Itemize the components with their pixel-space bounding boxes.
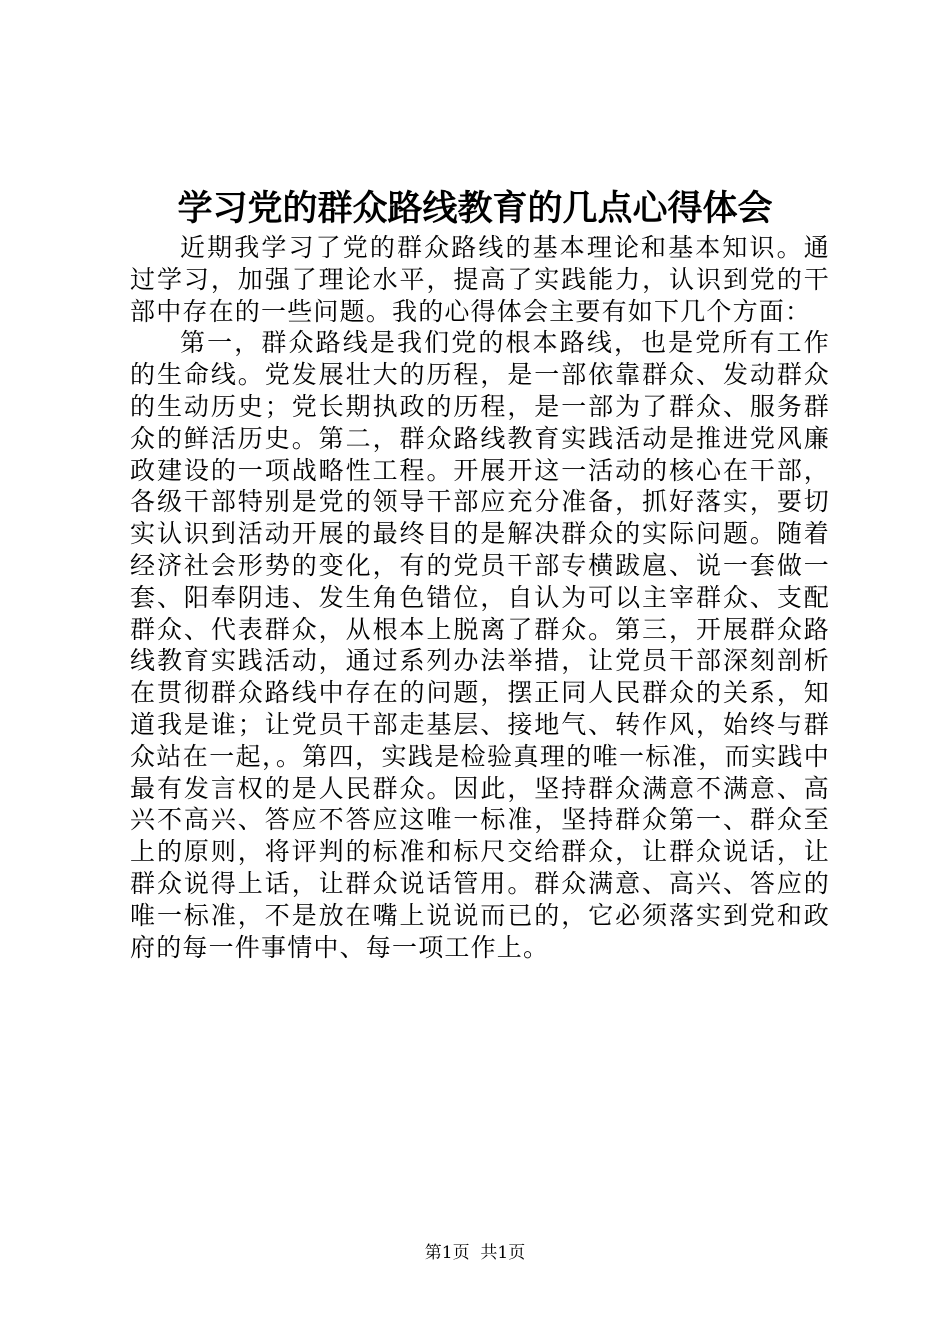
document-title: 学习党的群众路线教育的几点心得体会 [177,188,773,229]
paragraph-main: 第一，群众路线是我们党的根本路线，也是党所有工作的生命线。党发展壮大的历程，是一部依靠群众、发动群众的生动历史；党长期执政的历程，是一部为了群众、服务群众的鲜活历史。第二，群众路线教育实践活动是推进党风廉政建设的一项战略性工程。开展开这一活动的核心在干部，各级干部特别是党的领导干部应充分准备，抓好落实，要切实认识到活动开展的最终目的是解决群众的实际问题。随着经济社会形势的变化，有的党员干部专横跋扈、说一套做一套、阳奉阴违、发生角色错位，自认为可以主宰群众、支配群众、代表群众，从根本上脱离了群众。第三，开展群众路线教育实践活动，通过系列办法举措，让党员干部深刻剖析在贯彻群众路线中存在的问题，摆正同人民群众的关系，知道我是谁；让党员干部走基层、接地气、转作风，始终与群众站在一起，。第四，实践是检验真理的唯一标准，而实践中最有发言权的是人民群众。因此，坚持群众满意不满意、高兴不高兴、答应不答应这唯一标准，坚持群众第一、群众至上的原则，将评判的标准和标尺交给群众，让群众说话，让群众说得上话，让群众说话管用。群众满意、高兴、答应的唯一标准，不是放在嘴上说说而已的，它必须落实到党和政府的每一件事情中、每一项工作上。 [130,328,830,962]
document-body [130,232,830,963]
page-number: 第1页 共1页 [424,1243,526,1263]
page-footer [0,1242,950,1264]
paragraph-intro: 近期我学习了党的群众路线的基本理论和基本知识。通过学习，加强了理论水平，提高了实践能力，认识到党的干部中存在的一些问题。我的心得体会主要有如下几个方面： [130,233,830,326]
